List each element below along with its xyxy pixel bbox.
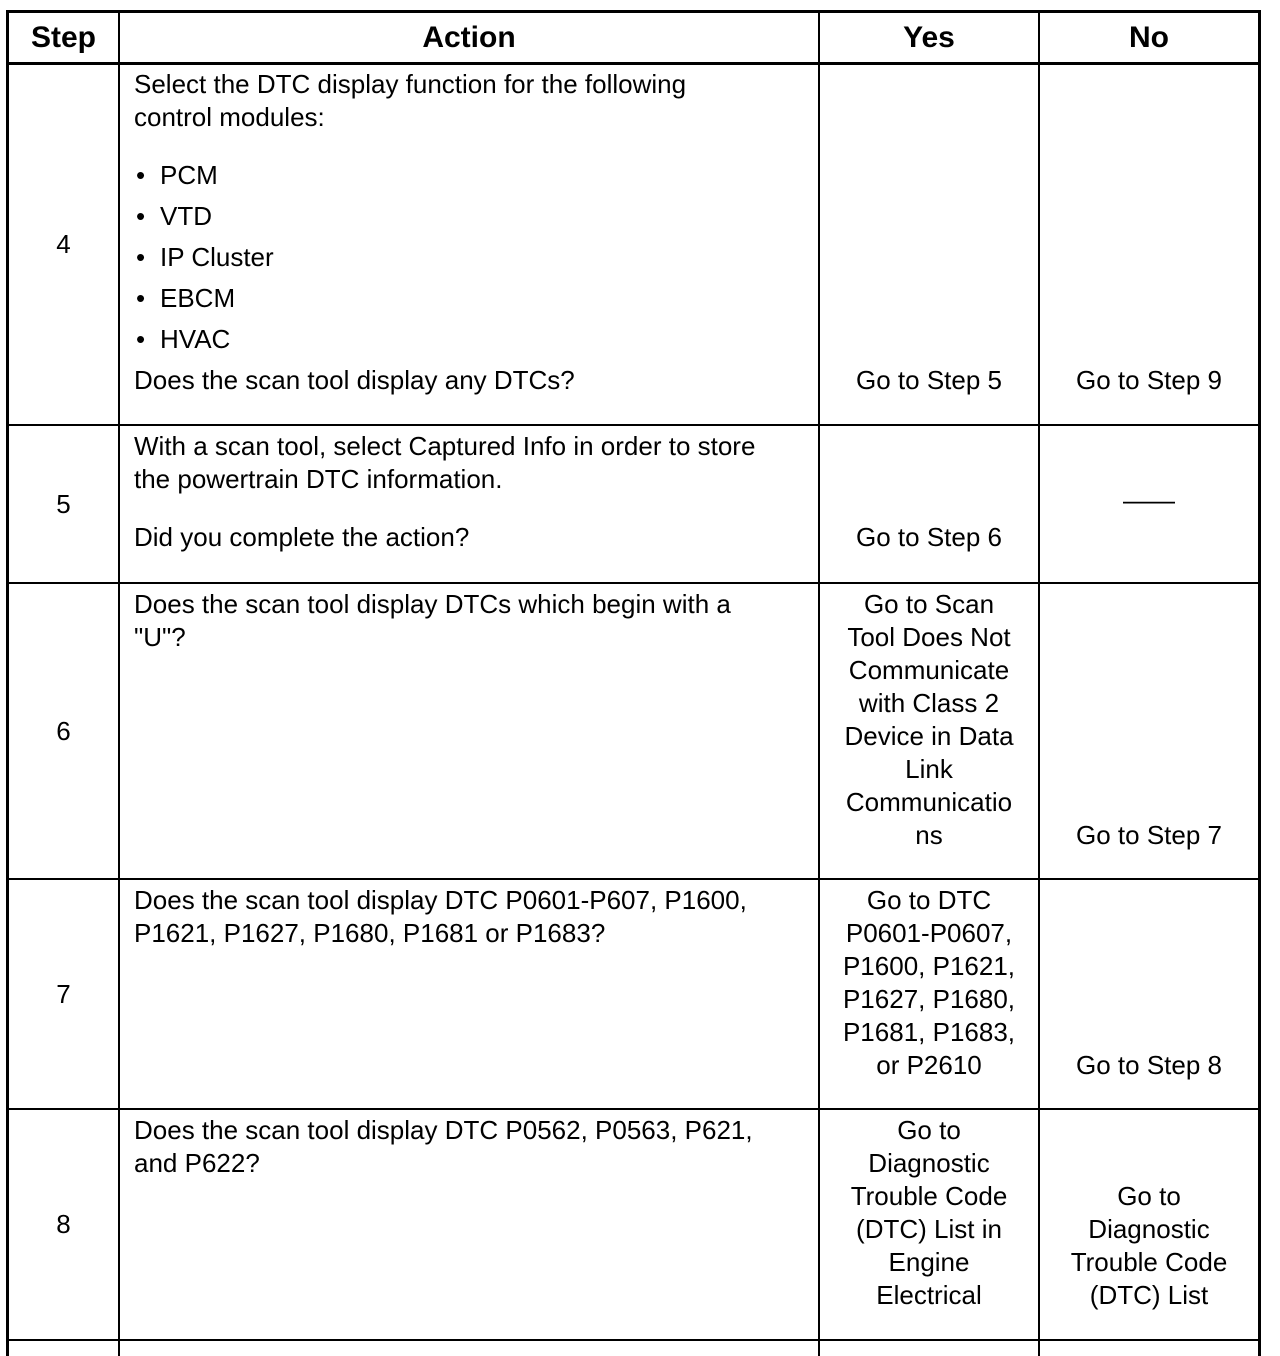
no-7: Go to Step 8 xyxy=(1076,1050,1222,1080)
step-4: 4 xyxy=(56,229,71,259)
yes-6: Go to Scan Tool Does Not Communicate with Class 2 Device in Data Link Communicatio ns xyxy=(844,589,1014,850)
col-divider-1 xyxy=(118,10,120,1356)
row-divider-7 xyxy=(6,1108,1261,1110)
yes-5: Go to Step 6 xyxy=(856,522,1002,552)
action-8: Does the scan tool display DTC P0562, P0563, P621, and P622? xyxy=(134,1115,753,1178)
no-6: Go to Step 7 xyxy=(1076,820,1222,850)
no-8: Go to Diagnostic Trouble Code (DTC) List xyxy=(1070,1181,1228,1310)
list-item: • VTD xyxy=(136,201,212,231)
action-5-question: Did you complete the action? xyxy=(134,522,470,552)
list-item: • HVAC xyxy=(136,324,231,354)
header-no: No xyxy=(1129,21,1169,54)
border-right xyxy=(1258,10,1261,1356)
header-step: Step xyxy=(30,21,96,54)
control-module-list xyxy=(134,159,814,364)
header-yes: Yes xyxy=(903,21,955,54)
no-4: Go to Step 9 xyxy=(1076,365,1222,395)
action-7: Does the scan tool display DTC P0601-P607, P1600, P1621, P1627, P1680, P1681 or P1683? xyxy=(134,885,747,948)
list-item: • PCM xyxy=(136,160,218,190)
action-4-question: Does the scan tool display any DTCs? xyxy=(134,365,575,395)
list-item: • EBCM xyxy=(136,283,236,313)
action-4-intro-2: control modules: xyxy=(134,102,325,132)
action-4-intro-1: Select the DTC display function for the following xyxy=(134,69,687,99)
yes-8: Go to Diagnostic Trouble Code (DTC) List in Engine Electrical xyxy=(850,1115,1008,1310)
step-5: 5 xyxy=(56,488,71,519)
yes-7: Go to DTC P0601-P0607, P1600, P1621, P1627, P1680, P1681, P1683, or P2610 xyxy=(842,885,1016,1080)
action-6: Does the scan tool display DTCs which begin with a "U"? xyxy=(134,589,731,652)
diagnostic-table xyxy=(6,10,1261,1356)
list-item: • IP Cluster xyxy=(136,242,274,272)
row-divider-8 xyxy=(6,1339,1261,1341)
action-5: With a scan tool, select Captured Info in order to store the powertrain DTC information. Did you complete the action? xyxy=(134,431,756,552)
action-4 xyxy=(134,68,814,422)
step-6: 6 xyxy=(56,715,71,746)
step-7: 7 xyxy=(56,978,71,1009)
yes-4: Go to Step 5 xyxy=(856,365,1002,395)
step-8: 8 xyxy=(56,1209,71,1239)
no-5: —— xyxy=(1123,485,1175,515)
header-action: Action xyxy=(422,21,516,54)
